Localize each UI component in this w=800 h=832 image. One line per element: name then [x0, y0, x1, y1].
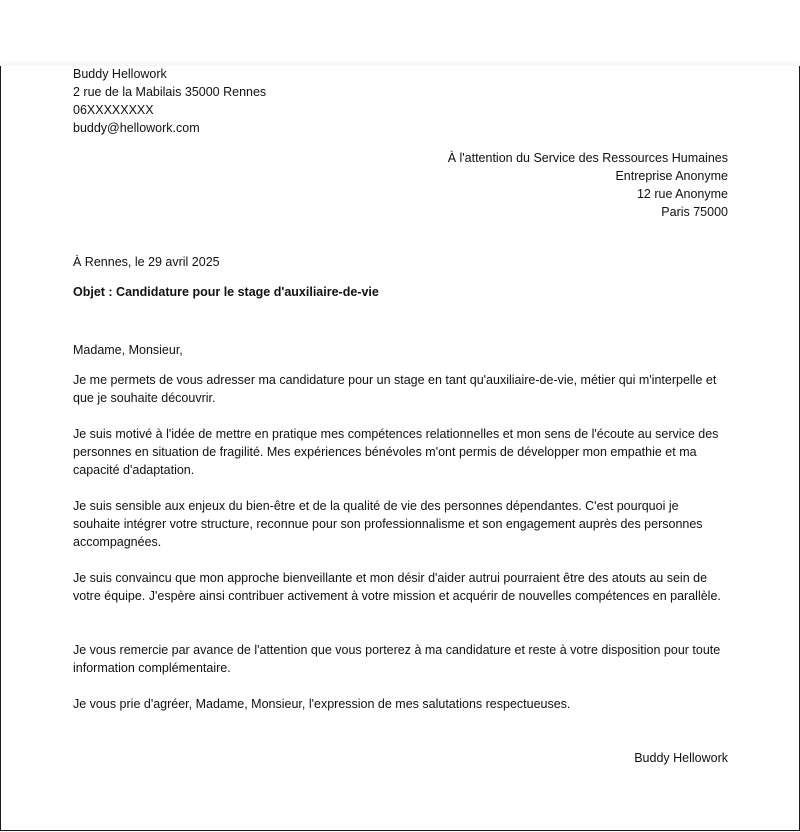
recipient-company: Entreprise Anonyme — [615, 169, 728, 183]
paragraph-2: Je suis motivé à l'idée de mettre en pratique mes compétences relationnelles et mon sens de l'écoute au service des personnes en situation de fragilité. Mes expériences bénévoles m'ont permis de développer mon empathie et ma capacité d'adaptation. — [73, 427, 719, 477]
paragraph-1: Je me permets de vous adresser ma candidature pour un stage en tant qu'auxiliaire-de-vie, métier qui m'interpelle et que je souhaite découvrir. — [73, 373, 717, 405]
top-bar — [0, 0, 800, 66]
salutation: Madame, Monsieur, — [73, 343, 183, 357]
letter-page — [0, 66, 800, 831]
sender-phone: 06XXXXXXXX — [73, 103, 154, 117]
sender-email: buddy@hellowork.com — [73, 121, 200, 135]
recipient-block — [73, 149, 728, 221]
sender-address: 2 rue de la Mabilais 35000 Rennes — [73, 85, 267, 99]
paragraph-4: Je suis convaincu que mon approche bienveillante et mon désir d'aider autrui pourraient être des atouts au sein de votre équipe. J'espère ainsi contribuer activement à votre mission et acquérir de nouvelles compétences en parallèle. — [73, 571, 721, 603]
sender-block — [73, 65, 728, 137]
paragraph-6: Je vous prie d'agréer, Madame, Monsieur, l'expression de mes salutations respectueuses. — [73, 697, 571, 711]
paragraph-5: Je vous remercie par avance de l'attention que vous porterez à ma candidature et reste à votre disposition pour toute information complémentaire. — [73, 643, 721, 675]
subject-line: Objet : Candidature pour le stage d'auxiliaire-de-vie — [73, 285, 379, 299]
date-line: À Rennes, le 29 avril 2025 — [73, 255, 220, 269]
recipient-city: Paris 75000 — [661, 205, 728, 219]
sender-name: Buddy Hellowork — [73, 67, 167, 81]
signature: Buddy Hellowork — [634, 751, 728, 765]
recipient-street: 12 rue Anonyme — [636, 187, 728, 201]
paragraph-3: Je suis sensible aux enjeux du bien-être et de la qualité de vie des personnes dépendantes. C'est pourquoi je souhaite intégrer votre structure, reconnue pour son professionnalisme et son engagement auprès des personnes accompagnées. — [73, 499, 703, 549]
recipient-attention: À l'attention du Service des Ressources Humaines — [447, 151, 728, 165]
